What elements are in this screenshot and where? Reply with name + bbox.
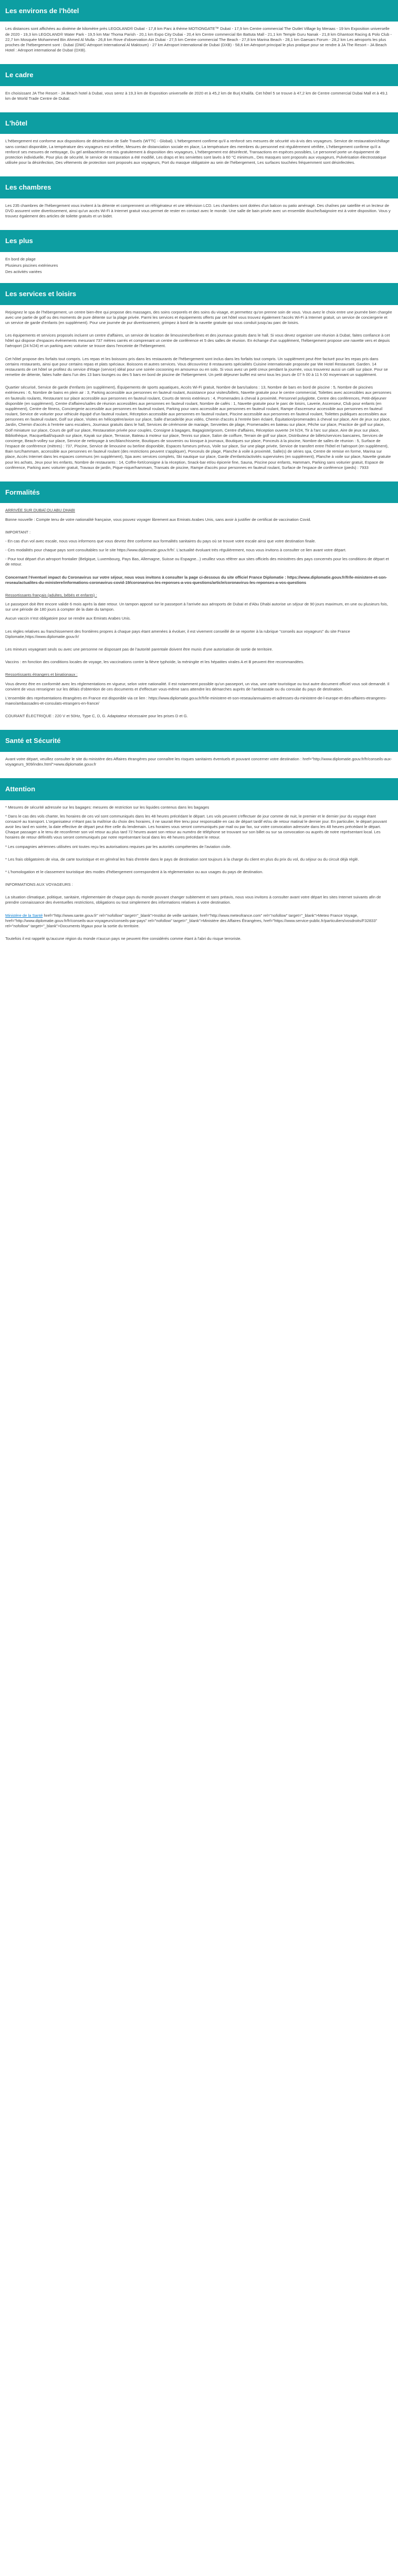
section-title-chambres: Les chambres	[0, 176, 398, 198]
chambres-text: Les 235 chambres de l'hébergement vous invitent à la détente et comprennent un réfrigérateur et une télévision LCD. Les chambres sont dotées d'un balcon ou patio aménagé. Des chaînes par satellite et un lecteur de DVD assurent votre divertissement, ainsi qu'un accès Wi-Fi à Internet gratuit vous permet de rester en contact avec le monde. Une salle de bain privée avec un ensemble douche/baignoire est à votre disposition. Vous y trouvez également des articles de toilette gratuits et un bidet.	[5, 203, 391, 219]
plus-item: En bord de plage	[5, 256, 36, 261]
section-title-formalites: Formalités	[0, 481, 398, 503]
section-title-cadre: Le cadre	[0, 64, 398, 86]
section-title-sante: Santé et Sécurité	[0, 730, 398, 751]
formalites-text: Aucun vaccin n'est obligatoire pour se rendre aux Emirats Arabes Unis.	[5, 616, 131, 621]
section-title-hotel: L'hôtel	[0, 112, 398, 134]
attention-info-heading: INFORMATIONS AUX VOYAGEURS :	[5, 882, 73, 887]
section-services	[0, 305, 398, 481]
services-text-3: Cet hôtel propose des forfaits tout compris. Les repas et les boissons pris dans les restaurants de l'hébergement sont inclus dans les forfaits tout compris. Un supplément peut être facturé pour les repas pris dans certains restaurants, ainsi que pour certains repas et plats spéciaux. Boissons et autres services. Vous découvrirez 8 restaurants spécialités Cuisine internationale proposée par We Hotel Restaurant. Garden. 14 restaurants de cet hôtel se profitez du service d'étage (service) idéal pour une soirée cocooning en amoureux ou en solo. Si vous avez un petit creux pendant la journée, vous trouverez aussi un café sur place. Pour se remettre de détente, faites halte dans l'un des 13 bars lounges ou des 5 bars en bord de piscine de l'hébergement. Un petit déjeuner buffet est servi tous les jours de 07 h 00 à 11 h 00 moyennant un supplément.	[5, 356, 388, 378]
formalites-text: Vous devrez être en conformité avec les réglementations en vigueur, selon votre nationalité. Il est notamment possible qu'un passeport, un visa, une carte touristique ou tout autre document officiel vous soit demandé. Il convient de vous renseigner sur les délais d'obtention de ces documents et d'effectuer vous-même sans attendre les démarches auprès de l'ambassade ou du consulat du pays de destination.	[5, 681, 390, 692]
formalites-coronavirus: Concernant l'éventuel impact du Coronavirus sur votre séjour, nous vous invitons à consulter la page ci-dessous du site officiel France Diplomatie : https://www.diplomatie.gouv.fr/fr/le-ministere-et-son-reseau/actualites-du-ministere/informations-coronavirus-covid-19/coronavirus-les-reponses-a-vos-questions/article/coronavirus-les-reponses-a-vos-questions	[5, 574, 387, 585]
formalites-text: - Ces modalités pour chaque pays sont consultables sur le site https://www.diplomatie.gouv.fr/fr/. L'actualité évoluant très régulièrement, nous vous invitons à consulter ce lien avant votre départ.	[5, 548, 347, 553]
formalites-text: Vaccins : en fonction des conditions locales de voyage, les vaccinations contre la fièvre typhoïde, la méningite et les hépatites virales A et B peuvent être recommandées.	[5, 659, 305, 665]
formalites-text: Les mineurs voyageant seuls ou avec une personne ne disposant pas de l'autorité parentale doivent être munis d'une autorisation de sortie de territoire.	[5, 646, 273, 652]
section-title-services: Les services et loisirs	[0, 283, 398, 305]
attention-text[interactable]: * Mesures de sécurité adressée sur les bagages: mesures de restriction sur les liquides contenus dans les bagages	[5, 804, 210, 810]
plus-item: Plusieurs piscines extérieures	[5, 263, 58, 268]
formalites-text: Le passeport doit être encore valide 6 mois après la date retour. Un tampon apposé sur le passeport à l'arrivée aux aéroports de Dubaï et d'Abu Dhabi autorise un séjour de 90 jours maximum, en une ou plusieurs fois, sur une période de 180 jours à compter de la date du tampon.	[5, 602, 388, 612]
formalites-arrival-heading: ARRIVÉE SUR DUBAÏ OU ABU DHABI	[5, 508, 75, 513]
section-hotel	[0, 134, 398, 176]
section-cadre	[0, 86, 398, 112]
attention-links	[5, 913, 393, 929]
cadre-text: En choisissant JA The Resort - JA Beach hotel à Dubaï, vous serez à 19,3 km de Exposition universelle de 2020 et à 45,2 km de Burj Khalifa. Cet hôtel 5 se trouve à 47,2 km de Centre commercial Dubai Mall et à 49,1 km de World Trade Centre de Dubaï.	[5, 90, 388, 101]
plus-item: Des activités variées	[5, 269, 42, 274]
attention-text: * L'homologation et le classement touristique des modes d'hébergement correspondent à la réglementation ou aux usages du pays de destination.	[5, 869, 264, 874]
section-title-plus: Les plus	[0, 230, 398, 252]
section-plus	[0, 252, 398, 284]
formalites-text: - En cas d'un vol avec escale, nous vous informons que vous devrez être conforme aux formalités sanitaires du pays où se trouve votre escale ainsi que votre destination finale.	[5, 538, 316, 543]
formalites-important: IMPORTANT :	[5, 529, 31, 535]
page	[0, 0, 398, 952]
section-environs	[0, 22, 398, 64]
section-sante	[0, 752, 398, 778]
sante-text: Avant votre départ, veuillez consulter le site du ministère des Affaires étrangères pour connaître les risques sanitaires éventuels et pouvant concerner votre destination : href="http://www.diplomatie.gouv.fr/fr/conseils-aux-voyageurs_909/index.html">www.diplomatie.gouv.fr	[5, 756, 392, 767]
section-title-environs: Les environs de l'hôtel	[0, 0, 398, 22]
attention-text: * Dans le cas des vols charter, les horaires de ces vol sont communiqués dans les 48 heures précédant le départ. Les vols peuvent s'effectuer de jour comme de nuit, le premier et le dernier jour du voyage étant consacré au transport. L'organisateur n'étant pas la maîtrise du choix des horaires, il ne saurait être tenu pour responsable en cas de départ tardif et/ou de retour matinal le dernier jour. En particulier, le départ pouvant avoir lieu tard en soirée, la date effective de départ peut être celle du lendemain. Les horaires vous seront communiqués par mail ou par fax, sur votre convocation adressée dans les 48 heures précédant le départ. Chaque passager a le tenu de reconfirmer son vol retour au plus tard 72 heures avant son retour au numéro de téléphone se trouvant sur son billet ou sur sa convocation ou auprès de notre représentant local. Les horaires de retour définitifs vous seront communiqués par notre représentant local dans les 48 heures précédant le retour.	[5, 813, 387, 840]
section-attention	[0, 800, 398, 953]
formalites-electric: COURANT ÉLECTRIQUE : 220 V et 50Hz, Type C, D, G. Adaptateur nécessaire pour les prises D et G.	[5, 714, 188, 719]
formalites-text: Les règles relatives au franchissement des frontières propres à chaque pays étant amenées à évoluer, il est vivement conseillé de se reporter à la rubrique "conseils aux voyageurs" du site France Diplomatie,https://www.diplomatie.gouv.fr/	[5, 629, 350, 639]
formalites-text: - Pour tout départ d'un aéroport frontalier (Belgique, Luxembourg, Pays Bas, Allemagne, Suisse ou Espagne...) veuillez vous référer aux sites officiels des ministères des pays concernés pour les conditions de départ et de retour.	[5, 557, 389, 567]
attention-text: * Les compagnies aériennes utilisées ont toutes reçu les autorisations requises par les autorités compétentes de l'aviation civile.	[5, 844, 232, 849]
formalites-text: L'ensemble des représentations étrangères en France est disponible via ce lien : https://www.diplomatie.gouv.fr/fr/le-ministere-et-son-reseau/annuaires-et-adresses-du-ministere-de-l-europe-et-des-affaires-etrangeres-maeo/ambassades-et-consulats-etrangers-en-france/	[5, 695, 387, 706]
section-formalites	[0, 503, 398, 730]
services-text-4: Quartier sécurisé, Service de garde d'enfants (en supplément), Équipements de sports aquatiques, Accès Wi-Fi gratuit, Nombre de bars/salons : 13, Nombre de bars en bord de piscine : 5, Nombre de piscines extérieures : 6, Nombre de bains en plein air : 3, Parking accessible aux personnes en fauteuil roulant, Assistance pour visites/billets, Navette gratuite pour le centre commercial, Toilettes avec accessibles aux personnes en fauteuils roulants, Restaurant sur place accessible aux personnes en fauteuil roulant, Courts de tennis extérieurs : 4, Promenades à cheval à proximité, Personnel polyglotte, Centre des conférences, Petit-déjeuner disponible (en supplément), Centre d'affaires/salles de réunion accessibles aux personnes en fauteuil roulant, Nombre de cafés : 1, Navette gratuite pour le parc de loisirs, Laverie, Ascenseur, Club pour enfants (en supplément), Centre de fitness, Conciergerie accessible aux personnes en fauteuil roulant, Parking pour vans accessible aux personnes en fauteuil roulant, Rampe d'ascenseur accessible aux personnes en fauteuil roulant, Service de voiturier pour véhicule équipé d'un fauteuil roulant, Réception accessible aux personnes en fauteuil roulant, Piscine accessible aux personnes en fauteuil roulant, Toilettes publiques accessibles aux personnes en fauteuil roulant, Golf sur place, Visites en hélicoptère/avion sur place, Salle d'arcade/de jeux vidéo, Chemin d'accès à l'entrée bien éclairé, Équitation/promenades à cheval sur place, Aire de jeux sur place, Jardin, Chemin d'accès à l'entrée sans escaliers, Journaux gratuits dans le hall, Services de cérémonie de mariage, Serviettes de plage, Promenades en bateau sur place, Pêche sur place, Practice de golf sur place, Golf miniature sur place, Cours de golf sur place, Restauration privée pour couples, Consigne à bagages, Bagagiste/groom, Centre d'affaires, Réception ouverte 24 h/24, Tir à l'arc sur place, Aire de jeux sur place, Bibliothèque, Racquetball/squash sur place, Kayak sur place, Terrasse, Bateau à moteur sur place, Tennis sur place, Salon de coiffure, Terrain de golf sur place, Distributeur de billets/services bancaires, Services de concierge, Beach-volley sur place, Service de nettoyage à sec/blanchisserie, Boutiques de souvenirs ou kiosque à journaux, Boutiques sur place, Ponceuls à la piscine, Nombre de salles de réunion : 5, Surface de l'espace de conférence (mètres) : 737, Piscine, Service de limousine ou berline disponible, Espaces fumeurs prévus, Voile sur place, Sur une plage privée, Service de transfert entre l'hôtel et l'aéroport (en supplément), Bain turc/hammam, accessible aux personnes en fauteuil roulant (des restrictions peuvent s'appliquer), Ponceuls de plage, Planche à voile à proximité, Salle(s) de séries spa, Centre de remise en forme, Marina sur place, Accès Internet dans les espaces communs (en supplément), Spa avec services complets, Ski nautique sur place, Garde d'enfants/activités supervisées (en supplément), Planche à voile sur place, Navette gratuite pour les achats, Jeux pour les enfants, Nombre de restaurants : 14, Coffre-fort/consigne à la réception, Snack-bar et/ou épicerie fine, Sauna, Piscine pour enfants, Hammam, Parking sans voiturier gratuit, Espace de conférence, Parking avec voiturier gratuit, Travaux de jardin, Pique-nique/hammam, Transats de piscine, Rampe d'accès pour personnes en fauteuil roulant, Surface de l'espace de conférence (pieds) : 7933	[5, 385, 392, 470]
services-text-2: Les équipements et services proposés incluent un centre d'affaires, un service de location de limousines/berlines et des journaux gratuits dans le hall. Si vous devez organiser une réunion à Dubaï, faites confiance à cet hôtel qui dispose d'espaces événements mesurant 737 mètres carrés et comprenant un centre de conférence et 5 des salles de réunion. En échange d'un supplément, l'hébergement propose une navette vers et depuis l'aéroport (24 h/24) et un parking avec voiturier se trouve dans l'enceinte de l'hébergement.	[5, 333, 390, 349]
attention-text: Toutefois il est rappelé qu'aucune région du monde n'aucun pays ne peuvent être considérés comme étant à l'abri du risque terroriste.	[5, 936, 242, 941]
ministere-sante-link[interactable]: Ministère de la Santé	[5, 913, 43, 918]
attention-text: * Les frais obligatoires de visa, de carte touristique et en général les frais d'entrée dans le pays de destination sont toujours à la charge du client en plus du prix du vol, du séjour ou du circuit déjà réglé.	[5, 856, 359, 862]
services-text-1: Rejoignez le spa de l'hébergement, un centre bien-être qui propose des massages, des soins corporels et des soins du visage, et permettez qu'on prenne soin de vous. Vous avez le choix entre une journée bien chargée avec une partie de golf ou des moments de pure détente sur la plage privée. Parmi les services et équipements offerts par cet hôtel vous trouvez également l'accès Wi-Fi à Internet gratuit, un service de conciergerie et un service de garde d'enfants (en supplément). Pour une journée de pur divertissement, grimpez à bord de la navette gratuite qui vous conduit jusqu'au parc de loisirs.	[5, 309, 392, 325]
formalites-french-heading: Ressortissants français (adultes, bébés et enfants) :	[5, 592, 97, 598]
environs-text: Les distances sont affichées au dixième de kilomètre près LEGOLAND® Dubaï - 17,8 km Parc à thème MOTIONGATE™ Dubaï - 17,9 km Centre commercial The Outlet Village by Meraas - 19 km Exposition universelle de 2020 - 19,3 km LEGOLAND® Water Park - 19,5 km Mar Thoma Parish - 20,1 km Expo City Dubai - 20,4 km Centre commercial Ibn Battuta Mall - 21,1 km Temple Guru Nanak - 21,8 km Ghantoot Racing & Polo Club - 22,7 km Mosquée Mohammed Bin Ahmed Al Mulla - 26,8 km Rove d'observation Ain Dubai - 27,5 km Centre commercial The Beach - 27,8 km Marina Beach - 28,1 km Gaesars Forum - 28,2 km Les aéroports les plus proches de l'hébergement sont : Dubaï (DWC-Aéroport International Al Maktoum) - 27 km Aéroport International de Dubaï (DXB) - 58,6 km Aéroport principal le plus pratique pour se rendre à JA The Resort - JA Beach Hotel : Aéroport international de Dubaï (DXB).	[5, 26, 392, 53]
attention-text: La situation climatique, politique, sanitaire, réglementaire de chaque pays du monde pouvant changer subitement et sans préavis, nous vous invitons à consulter avant votre départ les sites Internet suivants afin de prendre connaissance des éventuelles restrictions, obligations ou tout simplement des informations relatives à votre destination.	[5, 895, 381, 905]
section-title-attention: Attention	[0, 778, 398, 800]
hotel-text: L'hébergement est conforme aux dispositions de désinfection de Safe Travels (WTTC - Global). L'hébergement confirme qu'il a renforcé ses mesures de sécurité vis-à-vis des voyageurs. Service de restauration/chillage sans contact disponible, La température des voyageurs est vérifiée, Mesures de distanciation sociale en place, La température des membres du personnel est régulièrement vérifiée, L'hébergement confirme qu'il a renforcé ses mesures de nettoyage, Du gel antibactérien est mis gratuitement à disposition des voyageurs, L'hébergement est désinfecté, Transactions en espèces possibles, Le personnel porte un équipement de protection individuelle, Pour plus de sécurité, le service de restauration a été modifié, Les draps et les serviettes sont lavés à 60 °C minimum., Des masques sont proposés aux voyageurs, Pulvérisation électrostatique utilisée pour la désinfection, Des vêtements de protection sont proposés aux voyageurs, Port du masque obligatoire au sein de l'hébergement, Les surfaces touchées fréquemment sont désinfectées.	[5, 139, 390, 165]
attention-links-text: href="http://www.sante.gouv.fr" rel="nofollow" target="_blank">Institut de veille sanitaire, href="http://www.meteofrance.com" rel="nofollow" target="_blank">Meteo France Voyage, href="http://www.diplomatie.gouv.fr/fr/conseils-aux-voyageurs/conseils-par-pays" rel="nofollow" target="_blank">Ministère des Affaires Étrangères, href="https://www.service-public.fr/particuliers/vosdroits/F32833" rel="nofollow" target="_blank">Documents légaux pour la sortie du territoire.	[5, 913, 378, 928]
section-chambres	[0, 198, 398, 231]
formalites-text: Bonne nouvelle : Compte tenu de votre nationalité française, vous pouvez voyager librement aux Emirats Arabes Unis, sans avoir à justifier de certificat de vaccination Covid.	[5, 517, 311, 522]
formalites-foreign-heading: Ressortissants étrangers et binationaux :	[5, 672, 78, 677]
